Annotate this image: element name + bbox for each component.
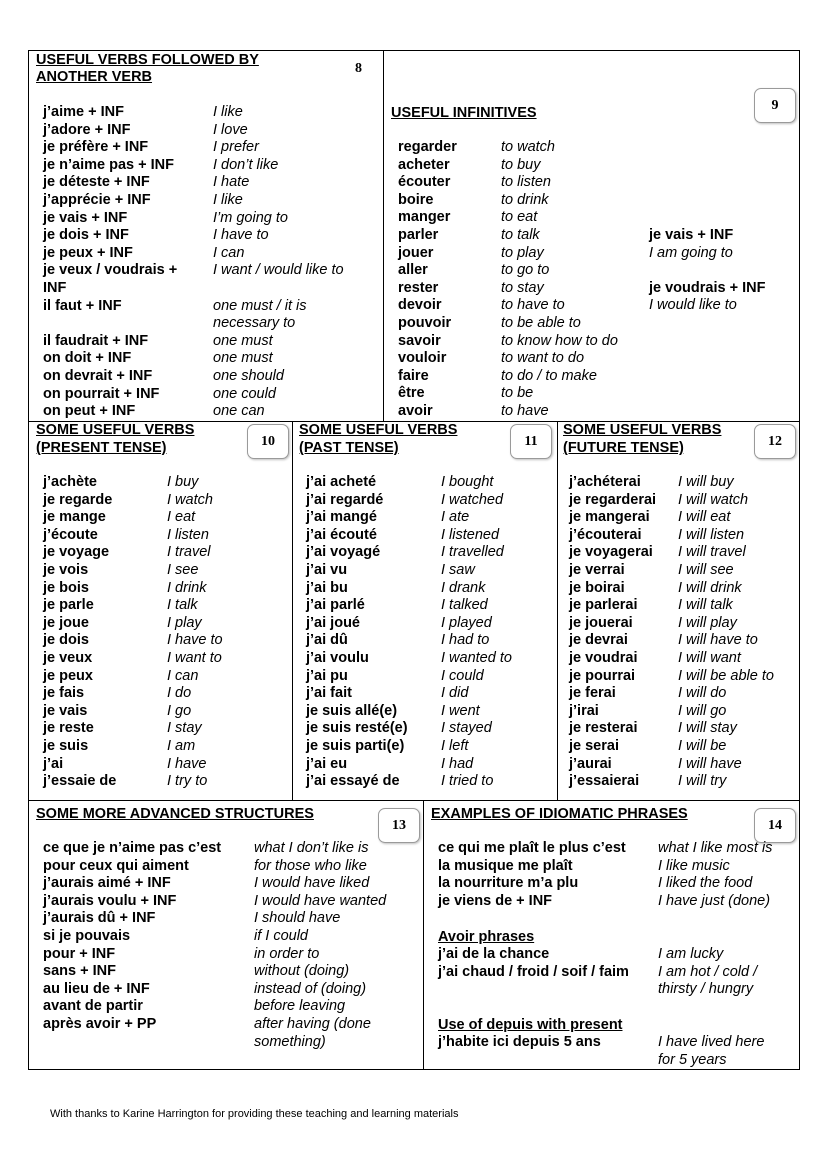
list-item: avant de partir xyxy=(43,998,143,1015)
list-item: I stayed xyxy=(441,720,492,737)
depuis-french-column xyxy=(438,1034,601,1069)
avoir-phrases-heading: Avoir phrases xyxy=(438,929,535,945)
list-item: ce que je n’aime pas c’est xyxy=(43,840,222,856)
list-item: I will eat xyxy=(678,509,731,526)
list-item: I like music xyxy=(658,857,730,874)
list-item: parler xyxy=(398,226,439,243)
section-12-number-badge: 12 xyxy=(754,424,796,459)
column-divider-middle-1 xyxy=(292,421,293,801)
list-item: in order to xyxy=(254,945,320,962)
list-item: I had to xyxy=(441,632,490,649)
list-item: je vais + INF xyxy=(43,209,128,226)
list-item: I eat xyxy=(167,509,196,526)
list-item: if I could xyxy=(254,927,308,944)
section-11-title-line-2: (PAST TENSE) xyxy=(299,440,399,456)
list-item: je pourrai xyxy=(569,667,636,684)
list-item: I bought xyxy=(441,474,494,490)
list-item: to listen xyxy=(501,174,551,191)
list-item: il faudrait + INF xyxy=(43,332,149,349)
list-item: je peux + INF xyxy=(43,244,133,261)
section-11-english-column xyxy=(441,474,512,791)
list-item: j’ai écouté xyxy=(306,526,377,543)
list-item: I have xyxy=(167,755,207,772)
list-item xyxy=(438,981,629,999)
section-11-number-badge: 11 xyxy=(510,424,552,459)
section-10-title-line-2: (PRESENT TENSE) xyxy=(36,440,167,456)
list-item: je viens de + INF xyxy=(438,892,553,909)
list-item: I like xyxy=(213,191,243,208)
list-item: I can xyxy=(213,244,245,261)
section-12-english-column xyxy=(678,474,774,791)
list-item: thirsty / hungry xyxy=(658,981,754,998)
list-item: j’achète xyxy=(43,474,97,490)
list-item: I try to xyxy=(167,773,208,790)
list-item: I stay xyxy=(167,720,202,737)
list-item: j’ai eu xyxy=(306,755,348,772)
list-item: il faut + INF xyxy=(43,297,122,314)
list-item: I had xyxy=(441,755,474,772)
list-item: to watch xyxy=(501,139,555,155)
list-item: I have to xyxy=(213,227,269,244)
section-9-extra-english-1: I am going to xyxy=(649,245,733,261)
list-item: one should xyxy=(213,367,284,384)
list-item xyxy=(438,1052,601,1070)
footer-credit: With thanks to Karine Harrington for providing these teaching and learning materials xyxy=(50,1108,459,1120)
list-item: je parlerai xyxy=(569,597,638,614)
section-10-number-badge: 10 xyxy=(247,424,289,459)
list-item: instead of (doing) xyxy=(254,980,367,997)
section-13-number-badge: 13 xyxy=(378,808,420,843)
list-item: I prefer xyxy=(213,139,259,156)
list-item: je bois xyxy=(43,579,89,596)
list-item: je serai xyxy=(569,737,619,754)
list-item: I will have xyxy=(678,755,742,772)
list-item: acheter xyxy=(398,156,450,173)
list-item: on devrait + INF xyxy=(43,367,153,384)
list-item: I would have liked xyxy=(254,875,370,892)
list-item: I will be xyxy=(678,737,727,754)
list-item: to buy xyxy=(501,156,541,173)
list-item: être xyxy=(398,385,425,402)
list-item: I will see xyxy=(678,561,734,578)
list-item: j’ai fait xyxy=(306,685,352,702)
list-item: to stay xyxy=(501,279,544,296)
list-item: écouter xyxy=(398,174,451,191)
list-item: j’achéterai xyxy=(569,474,641,490)
section-12-title-line-2: (FUTURE TENSE) xyxy=(563,440,684,456)
list-item: j’ai acheté xyxy=(306,474,377,490)
list-item: I see xyxy=(167,561,199,578)
list-item: jouer xyxy=(398,244,434,261)
list-item: I liked the food xyxy=(658,875,753,892)
list-item: I watched xyxy=(441,491,504,508)
list-item: regarder xyxy=(398,139,457,155)
section-14-title: EXAMPLES OF IDIOMATIC PHRASES xyxy=(431,806,688,822)
list-item: j’ai pu xyxy=(306,667,348,684)
list-item: I have to xyxy=(167,632,223,649)
table-left-border xyxy=(28,50,29,1070)
list-item: j’ai chaud / froid / soif / faim xyxy=(438,963,629,980)
list-item: to drink xyxy=(501,191,549,208)
list-item: pour ceux qui aiment xyxy=(43,857,189,874)
list-item: to do / to make xyxy=(501,367,597,384)
list-item: j’ai voyagé xyxy=(306,544,381,561)
list-item: one must / it is xyxy=(213,297,307,314)
list-item: to know how to do xyxy=(501,332,618,349)
list-item: on peut + INF xyxy=(43,403,136,420)
list-item: pour + INF xyxy=(43,945,116,962)
list-item: je vais xyxy=(43,702,88,719)
section-10-french-column xyxy=(43,474,116,791)
list-item: I play xyxy=(167,614,202,631)
list-item: j’ai regardé xyxy=(306,491,384,508)
list-item: necessary to xyxy=(213,315,296,332)
list-item: I don’t like xyxy=(213,156,279,173)
list-item: I tried to xyxy=(441,773,494,790)
list-item xyxy=(213,280,344,298)
list-item: I will be able to xyxy=(678,667,774,684)
list-item: je reste xyxy=(43,720,94,737)
list-item: I’m going to xyxy=(213,209,288,226)
list-item: aller xyxy=(398,262,428,279)
list-item: after having (done xyxy=(254,1015,371,1032)
list-item: I saw xyxy=(441,561,475,578)
list-item: I ate xyxy=(441,509,470,526)
list-item: I talked xyxy=(441,597,488,614)
depuis-english-column xyxy=(658,1034,764,1069)
list-item: I did xyxy=(441,685,469,702)
list-item: I buy xyxy=(167,474,199,490)
list-item: la nourriture m’a plu xyxy=(438,875,579,892)
section-13-english-column xyxy=(254,840,386,1051)
list-item: one must xyxy=(213,332,273,349)
list-item: I will play xyxy=(678,614,737,631)
list-item: I could xyxy=(441,667,484,684)
list-item: je suis parti(e) xyxy=(306,737,405,754)
list-item: j’ai voulu xyxy=(306,649,369,666)
list-item: avoir xyxy=(398,402,433,419)
row-divider-2 xyxy=(28,800,800,801)
list-item: I will stay xyxy=(678,720,737,737)
list-item: what I like most is xyxy=(658,840,773,856)
list-item: je verrai xyxy=(569,561,625,578)
section-8-english-column xyxy=(213,104,344,421)
list-item: je regarderai xyxy=(569,491,657,508)
list-item: j’aurai xyxy=(569,755,612,772)
list-item: je préfère + INF xyxy=(43,139,149,156)
list-item: I have lived here xyxy=(658,1034,765,1050)
list-item: je voudrai xyxy=(569,649,638,666)
list-item: I drank xyxy=(441,579,486,596)
list-item: je veux xyxy=(43,649,93,666)
list-item: on doit + INF xyxy=(43,350,132,367)
list-item: ce qui me plaît le plus c’est xyxy=(438,840,626,856)
list-item: j’ai bu xyxy=(306,579,348,596)
list-item: je déteste + INF xyxy=(43,174,150,191)
list-item: j’essaierai xyxy=(569,773,640,790)
list-item: I hate xyxy=(213,174,250,191)
list-item: j’habite ici depuis 5 ans xyxy=(438,1034,601,1050)
list-item: I love xyxy=(213,121,248,138)
list-item: j’essaie de xyxy=(43,773,117,790)
list-item: I am xyxy=(167,737,196,754)
section-9-french-column xyxy=(398,139,457,421)
list-item: je parle xyxy=(43,597,94,614)
list-item: I do xyxy=(167,685,192,702)
list-item: to be able to xyxy=(501,314,581,331)
list-item: one must xyxy=(213,350,273,367)
list-item: devoir xyxy=(398,297,442,314)
column-divider-bottom xyxy=(423,800,424,1070)
section-14-french-column xyxy=(438,840,626,910)
section-9-extra-french-2: je voudrais + INF xyxy=(649,280,766,296)
list-item: one could xyxy=(213,385,276,402)
list-item: I want / would like to xyxy=(213,262,344,279)
list-item: I travelled xyxy=(441,544,504,561)
list-item: I listened xyxy=(441,526,500,543)
list-item: something) xyxy=(254,1033,326,1050)
list-item: je voyagerai xyxy=(569,544,653,561)
list-item: I talk xyxy=(167,597,198,614)
list-item: j’aurais voulu + INF xyxy=(43,892,177,909)
list-item: j’ai de la chance xyxy=(438,946,550,962)
list-item: j’adore + INF xyxy=(43,121,131,138)
list-item: je voyage xyxy=(43,544,110,561)
avoir-phrases-french-column xyxy=(438,946,629,999)
list-item: je fais xyxy=(43,685,85,702)
list-item: INF xyxy=(43,279,67,296)
section-8-title-line-2: ANOTHER VERB xyxy=(36,69,153,85)
section-13-french-column xyxy=(43,840,221,1051)
list-item: j’écoute xyxy=(43,526,98,543)
list-item: I will buy xyxy=(678,474,734,490)
list-item: to go to xyxy=(501,262,550,279)
list-item: I will try xyxy=(678,773,727,790)
list-item: on pourrait + INF xyxy=(43,385,160,402)
list-item: faire xyxy=(398,367,429,384)
list-item: je boirai xyxy=(569,579,625,596)
section-8-french-column xyxy=(43,104,177,421)
list-item: I will want xyxy=(678,649,741,666)
list-item: manger xyxy=(398,209,451,226)
section-9-english-column xyxy=(501,139,618,421)
list-item: après avoir + PP xyxy=(43,1015,157,1032)
list-item: je mangerai xyxy=(569,509,650,526)
list-item: rester xyxy=(398,279,439,296)
section-11-french-column xyxy=(306,474,408,791)
list-item: I like xyxy=(213,104,243,120)
list-item: I will travel xyxy=(678,544,746,561)
section-10-english-column xyxy=(167,474,223,791)
list-item: I watch xyxy=(167,491,213,508)
list-item: I go xyxy=(167,702,192,719)
list-item: je suis allé(e) xyxy=(306,702,398,719)
list-item: before leaving xyxy=(254,998,346,1015)
list-item: pouvoir xyxy=(398,314,452,331)
section-8-title-line-1: USEFUL VERBS FOLLOWED BY xyxy=(36,52,259,68)
list-item: boire xyxy=(398,191,434,208)
list-item: I should have xyxy=(254,910,341,927)
list-item: I can xyxy=(167,667,199,684)
list-item: j’irai xyxy=(569,702,599,719)
list-item: to play xyxy=(501,244,544,261)
list-item: one can xyxy=(213,403,265,420)
depuis-heading: Use of depuis with present xyxy=(438,1017,623,1033)
list-item: je vois xyxy=(43,561,89,578)
list-item xyxy=(43,1034,221,1052)
list-item xyxy=(43,315,177,333)
list-item: j’ai mangé xyxy=(306,509,377,526)
list-item: for those who like xyxy=(254,857,367,874)
list-item: I would have wanted xyxy=(254,892,387,909)
list-item: I will talk xyxy=(678,597,733,614)
section-9-number-badge: 9 xyxy=(754,88,796,123)
section-13-title: SOME MORE ADVANCED STRUCTURES xyxy=(36,806,314,822)
list-item: j’aurais dû + INF xyxy=(43,910,156,927)
list-item: I played xyxy=(441,614,492,631)
list-item: I left xyxy=(441,737,469,754)
list-item: j’aime + INF xyxy=(43,104,124,120)
list-item: je joue xyxy=(43,614,89,631)
list-item: je suis xyxy=(43,737,89,754)
list-item: j’apprécie + INF xyxy=(43,191,151,208)
section-9-title: USEFUL INFINITIVES xyxy=(391,105,537,121)
list-item: j’ai essayé de xyxy=(306,773,400,790)
list-item: je jouerai xyxy=(569,614,633,631)
list-item: je suis resté(e) xyxy=(306,720,408,737)
list-item: j’ai parlé xyxy=(306,597,365,614)
list-item: j’ai xyxy=(43,755,64,772)
list-item: je n’aime pas + INF xyxy=(43,156,174,173)
list-item: je dois xyxy=(43,632,89,649)
list-item: I want to xyxy=(167,649,222,666)
list-item: je ferai xyxy=(569,685,616,702)
section-14-number-badge: 14 xyxy=(754,808,796,843)
list-item: I will watch xyxy=(678,491,749,508)
list-item: to have to xyxy=(501,297,565,314)
list-item: to talk xyxy=(501,226,540,243)
list-item: je mange xyxy=(43,509,106,526)
list-item: je veux / voudrais + xyxy=(43,262,178,279)
list-item: I wanted to xyxy=(441,649,512,666)
list-item: si je pouvais xyxy=(43,927,131,944)
list-item: la musique me plaît xyxy=(438,857,573,874)
list-item: j’ai joué xyxy=(306,614,360,631)
list-item: I will drink xyxy=(678,579,742,596)
section-11-title-line-1: SOME USEFUL VERBS xyxy=(299,422,458,438)
list-item: I am hot / cold / xyxy=(658,963,758,980)
list-item: to be xyxy=(501,385,534,402)
list-item: vouloir xyxy=(398,350,447,367)
section-9-extra-english-2: I would like to xyxy=(649,297,737,313)
list-item: to eat xyxy=(501,209,538,226)
table-right-border xyxy=(799,50,800,1070)
list-item: to have xyxy=(501,402,549,419)
section-8-number: 8 xyxy=(355,61,362,76)
list-item: je dois + INF xyxy=(43,227,129,244)
list-item: without (doing) xyxy=(254,963,350,980)
list-item: j’écouterai xyxy=(569,526,642,543)
list-item: what I don’t like is xyxy=(254,840,369,856)
list-item: j’ai dû xyxy=(306,632,348,649)
list-item: I have just (done) xyxy=(658,892,771,909)
list-item: savoir xyxy=(398,332,441,349)
list-item: to want to do xyxy=(501,350,585,367)
list-item: I will do xyxy=(678,685,727,702)
list-item: for 5 years xyxy=(658,1051,727,1068)
list-item: I am lucky xyxy=(658,946,724,962)
section-12-title-line-1: SOME USEFUL VERBS xyxy=(563,422,722,438)
section-12-french-column xyxy=(569,474,656,791)
list-item: I will have to xyxy=(678,632,758,649)
avoir-phrases-english-column xyxy=(658,946,757,999)
section-10-title-line-1: SOME USEFUL VERBS xyxy=(36,422,195,438)
list-item: I will listen xyxy=(678,526,745,543)
list-item: I will go xyxy=(678,702,727,719)
table-top-border xyxy=(28,50,800,51)
list-item: au lieu de + INF xyxy=(43,980,150,997)
list-item: I listen xyxy=(167,526,209,543)
list-item: je devrai xyxy=(569,632,628,649)
section-9-extra-french-1: je vais + INF xyxy=(649,227,734,243)
list-item: sans + INF xyxy=(43,963,116,980)
list-item: je regarde xyxy=(43,491,113,508)
column-divider-middle-2 xyxy=(557,421,558,801)
list-item: I drink xyxy=(167,579,207,596)
list-item: I went xyxy=(441,702,480,719)
list-item: j’aurais aimé + INF xyxy=(43,875,171,892)
list-item: j’ai vu xyxy=(306,561,348,578)
list-item: I travel xyxy=(167,544,211,561)
list-item: je resterai xyxy=(569,720,638,737)
column-divider-top xyxy=(383,50,384,422)
section-14-english-column xyxy=(658,840,772,910)
list-item: je peux xyxy=(43,667,93,684)
